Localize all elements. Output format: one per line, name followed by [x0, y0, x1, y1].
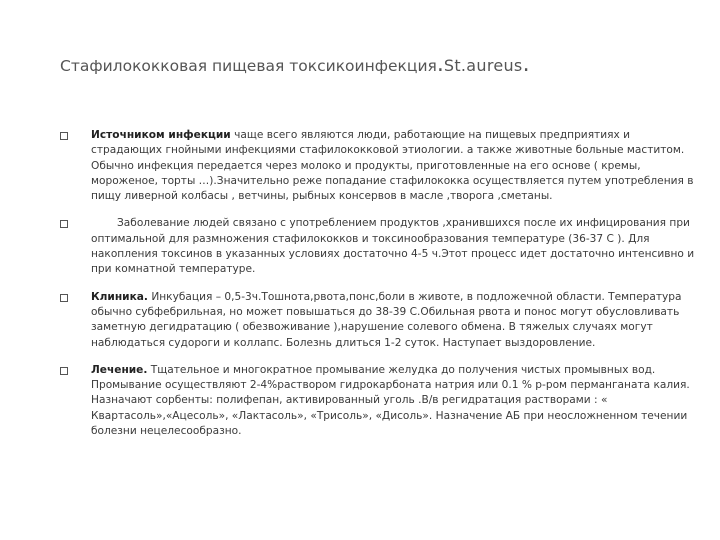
title-main: Стафилококковая пищевая токсикоинфекция: [60, 57, 437, 75]
title-organism: St.aureus: [443, 56, 523, 75]
square-bullet-icon: [60, 367, 68, 375]
bullet-lead: Лечение.: [91, 363, 148, 376]
bullet-item-disease: [60, 216, 700, 277]
bullet-body: Инкубация – 0,5-3ч.Тошнота,рвота,понс,боли в животе, в подложечной области. Температура обычно субфебрильная, но может повышаться до 38-39 С.Обильная рвота и понос могут обусловливать заметную дегидратацию ( обезвоживание ),нарушение солевого обмена. В тяжелых случаях могут наблюдаться судороги и коллапс. Болезнь длиться 1-2 суток. Наступает выздоровление.: [91, 290, 682, 349]
bullet-text: [91, 216, 700, 277]
bullet-text: [91, 128, 700, 204]
bullet-item-clinic: [60, 290, 700, 351]
bullet-list: [60, 128, 700, 451]
bullet-item-treatment: [60, 363, 700, 439]
slide-title: [60, 52, 700, 77]
title-separator: .: [436, 52, 444, 77]
square-bullet-icon: [60, 132, 68, 140]
bullet-text: [91, 290, 700, 351]
bullet-body: Тщательное и многократное промывание желудка до получения чистых промывных вод. Промывание осуществляют 2-4%раствором гидрокарбоната натрия или 0.1 % р-ром перманганата калия. Назначают сорбенты: полифепан, активированный уголь .В/в регидратация растворами : « Квартасоль»,«Ацесоль», «Лактасоль», «Трисоль», «Дисоль». Назначение АБ при неосложненном течении болезни нецелесообразно.: [91, 363, 690, 438]
bullet-text: [91, 363, 700, 439]
square-bullet-icon: [60, 220, 68, 228]
bullet-lead: Клиника.: [91, 290, 148, 303]
square-bullet-icon: [60, 294, 68, 302]
bullet-lead: Источником инфекции: [91, 129, 231, 141]
bullet-item-source: [60, 128, 700, 204]
bullet-body: Заболевание людей связано с употреблением продуктов ,хранившихся после их инфицирования при оптимальной для размножения стафилококков и токсинообразования температуре (36-37 С ). Для накопления токсинов в указанных условиях достаточно 4-5 ч.Этот процесс идет достаточно интенсивно и при комнатной температуре.: [91, 217, 695, 276]
title-end: .: [522, 52, 530, 77]
bullet-body: чаще всего являются люди, работающие на пищевых предприятиях и страдающих гнойными инфекциями стафилококковой этиологии. а также животные больные маститом. Обычно инфекция передается через молоко и продукты, приготовленные на его основе ( кремы, мороженое, торты …).Значительно реже попадание стафилококка осуществляется путем употребления в пищу ливерной колбасы , ветчины, рыбных консервов в масле ,творога ,сметаны.: [91, 129, 694, 203]
